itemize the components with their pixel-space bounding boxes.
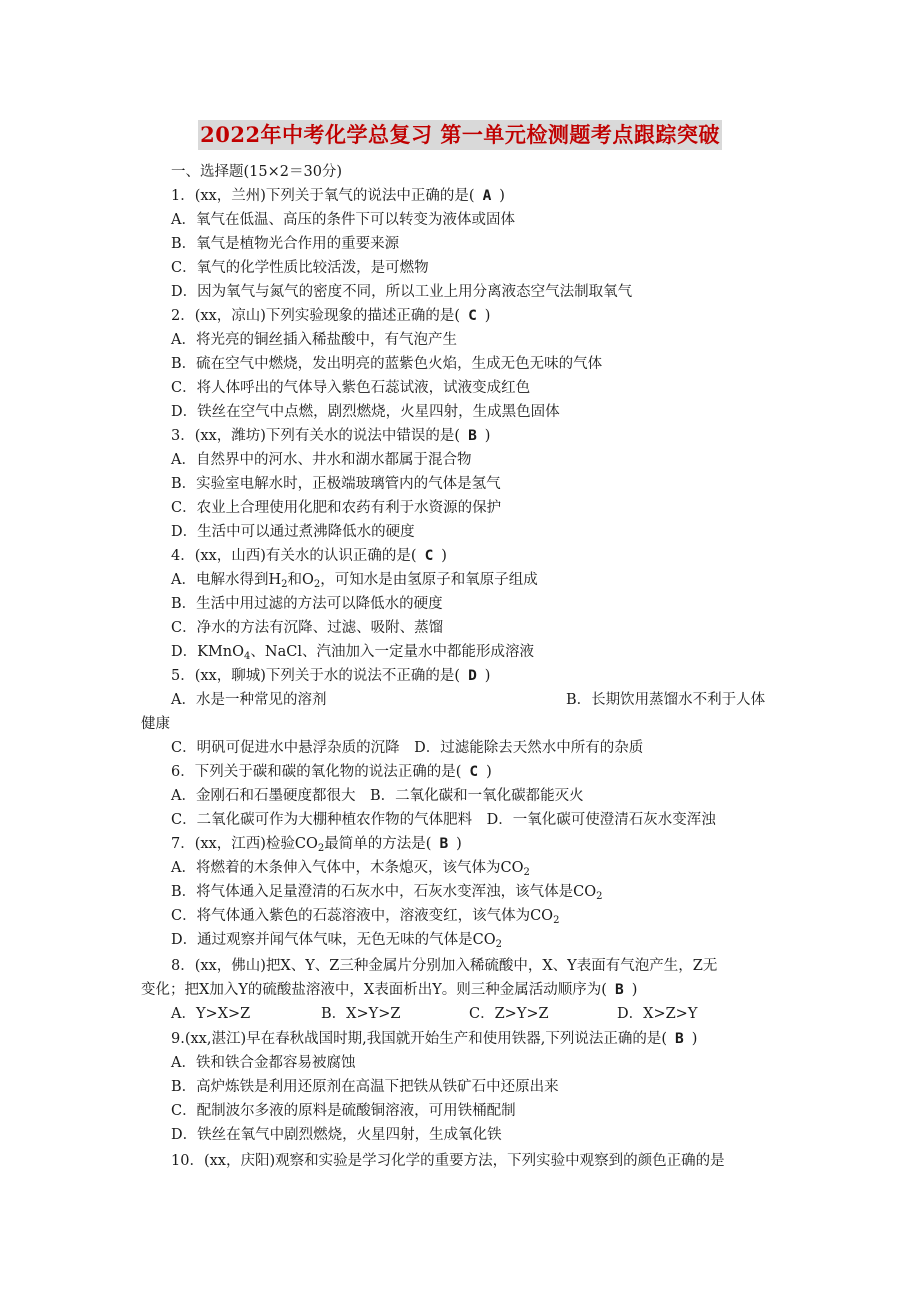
answer: B xyxy=(468,428,477,444)
option: A．将光亮的铜丝插入稀盐酸中，有气泡产生 xyxy=(171,332,457,348)
option: C．Z>Y>Z xyxy=(469,1006,549,1022)
question-8-continued: 变化；把X加入Y的硫酸盐溶液中，X表面析出Y。则三种金属活动顺序为( B ) xyxy=(141,982,638,998)
question-6: 6．下列关于碳和碳的氧化物的说法正确的是( C ) xyxy=(171,764,492,780)
option: C．氧气的化学性质比较活泼，是可燃物 xyxy=(171,260,429,276)
option: C．二氧化碳可作为大棚种植农作物的气体肥料 D．一氧化碳可使澄清石灰水变浑浊 xyxy=(171,812,716,828)
option: A．电解水得到$H_2$和$O_2$，可知水是由氢原子和氧原子组成 xyxy=(171,572,538,590)
question-8: 8．(xx，佛山)把X、Y、Z三种金属片分别加入稀硫酸中，X、Y表面有气泡产生，Z无 xyxy=(171,958,718,974)
option: D．因为氧气与氮气的密度不同，所以工业上用分离液态空气法制取氧气 xyxy=(171,284,633,300)
option: A．金刚石和石墨硬度都很大 B．二氧化碳和一氧化碳都能灭火 xyxy=(171,788,584,804)
option: B．将气体通入足量澄清的石灰水中，石灰水变浑浊，该气体是$CO_2$ xyxy=(171,884,603,902)
answer: B xyxy=(675,1031,684,1047)
option: B．实验室电解水时，正极端玻璃管内的气体是氢气 xyxy=(171,476,501,492)
option: B．长期饮用蒸馏水不利于人体 xyxy=(566,692,766,708)
option: B．生活中用过滤的方法可以降低水的硬度 xyxy=(171,596,443,612)
option: D．铁丝在氧气中剧烈燃烧，火星四射，生成氧化铁 xyxy=(171,1127,502,1143)
answer: A xyxy=(482,188,492,204)
question-9: 9.(xx,湛江)早在春秋战国时期,我国就开始生产和使用铁器,下列说法正确的是( B ) xyxy=(171,1031,698,1047)
option-continued: 健康 xyxy=(141,716,170,732)
option: D．铁丝在空气中点燃，剧烈燃烧，火星四射，生成黑色固体 xyxy=(171,404,560,420)
option: A．Y>X>Z xyxy=(171,1006,251,1022)
option: C．农业上合理使用化肥和农药有利于水资源的保护 xyxy=(171,500,502,516)
option: B．氧气是植物光合作用的重要来源 xyxy=(171,236,400,252)
option: A．铁和铁合金都容易被腐蚀 xyxy=(171,1055,356,1071)
answer: C xyxy=(424,548,434,564)
option: D．X>Z>Y xyxy=(617,1006,698,1022)
option: A．自然界中的河水、井水和湖水都属于混合物 xyxy=(171,452,472,468)
option: D．KMnO$_4$、NaCl、汽油加入一定量水中都能形成溶液 xyxy=(171,644,534,662)
section-heading: 一、选择题(15×2＝30分) xyxy=(171,164,343,180)
option: B．X>Y>Z xyxy=(321,1006,401,1022)
option: A．水是一种常见的溶剂 xyxy=(171,692,327,708)
option: D．生活中可以通过煮沸降低水的硬度 xyxy=(171,524,415,540)
question-7: 7．(xx，江西)检验$CO_2$最简单的方法是( B ) xyxy=(171,836,462,854)
document-title: 2022年中考化学总复习 第一单元检测题考点跟踪突破 xyxy=(0,120,920,150)
option: C．将气体通入紫色的石蕊溶液中，溶液变红，该气体为$CO_2$ xyxy=(171,908,560,926)
answer: C xyxy=(468,308,477,324)
option: C．配制波尔多液的原料是硫酸铜溶液，可用铁桶配制 xyxy=(171,1103,516,1119)
option: C．净水的方法有沉降、过滤、吸附、蒸馏 xyxy=(171,620,444,636)
answer: B xyxy=(439,836,449,852)
question-10: 10．(xx，庆阳)观察和实验是学习化学的重要方法，下列实验中观察到的颜色正确的是 xyxy=(171,1153,725,1169)
option: C．明矾可促进水中悬浮杂质的沉降 D．过滤能除去天然水中所有的杂质 xyxy=(171,740,644,756)
option: B．高炉炼铁是利用还原剂在高温下把铁从铁矿石中还原出来 xyxy=(171,1079,559,1095)
question-1: 1．(xx，兰州)下列关于氧气的说法中正确的是( A ) xyxy=(171,188,505,204)
option: D．通过观察并闻气体气味，无色无味的气体是$CO_2$ xyxy=(171,932,502,950)
option: C．将人体呼出的气体导入紫色石蕊试液，试液变成红色 xyxy=(171,380,531,396)
question-3: 3．(xx，潍坊)下列有关水的说法中错误的是( B ) xyxy=(171,428,491,444)
answer: D xyxy=(468,668,477,684)
question-4: 4．(xx，山西)有关水的认识正确的是( C ) xyxy=(171,548,447,564)
option: A．氧气在低温、高压的条件下可以转变为液体或固体 xyxy=(171,212,515,228)
question-2: 2．(xx，凉山)下列实验现象的描述正确的是( C ) xyxy=(171,308,491,324)
answer: B xyxy=(614,982,624,998)
option: A．将燃着的木条伸入气体中，木条熄灭，该气体为$CO_2$ xyxy=(171,860,530,878)
answer: C xyxy=(469,764,479,780)
question-5: 5．(xx，聊城)下列关于水的说法不正确的是( D ) xyxy=(171,668,491,684)
option: B．硫在空气中燃烧，发出明亮的蓝紫色火焰，生成无色无味的气体 xyxy=(171,356,603,372)
